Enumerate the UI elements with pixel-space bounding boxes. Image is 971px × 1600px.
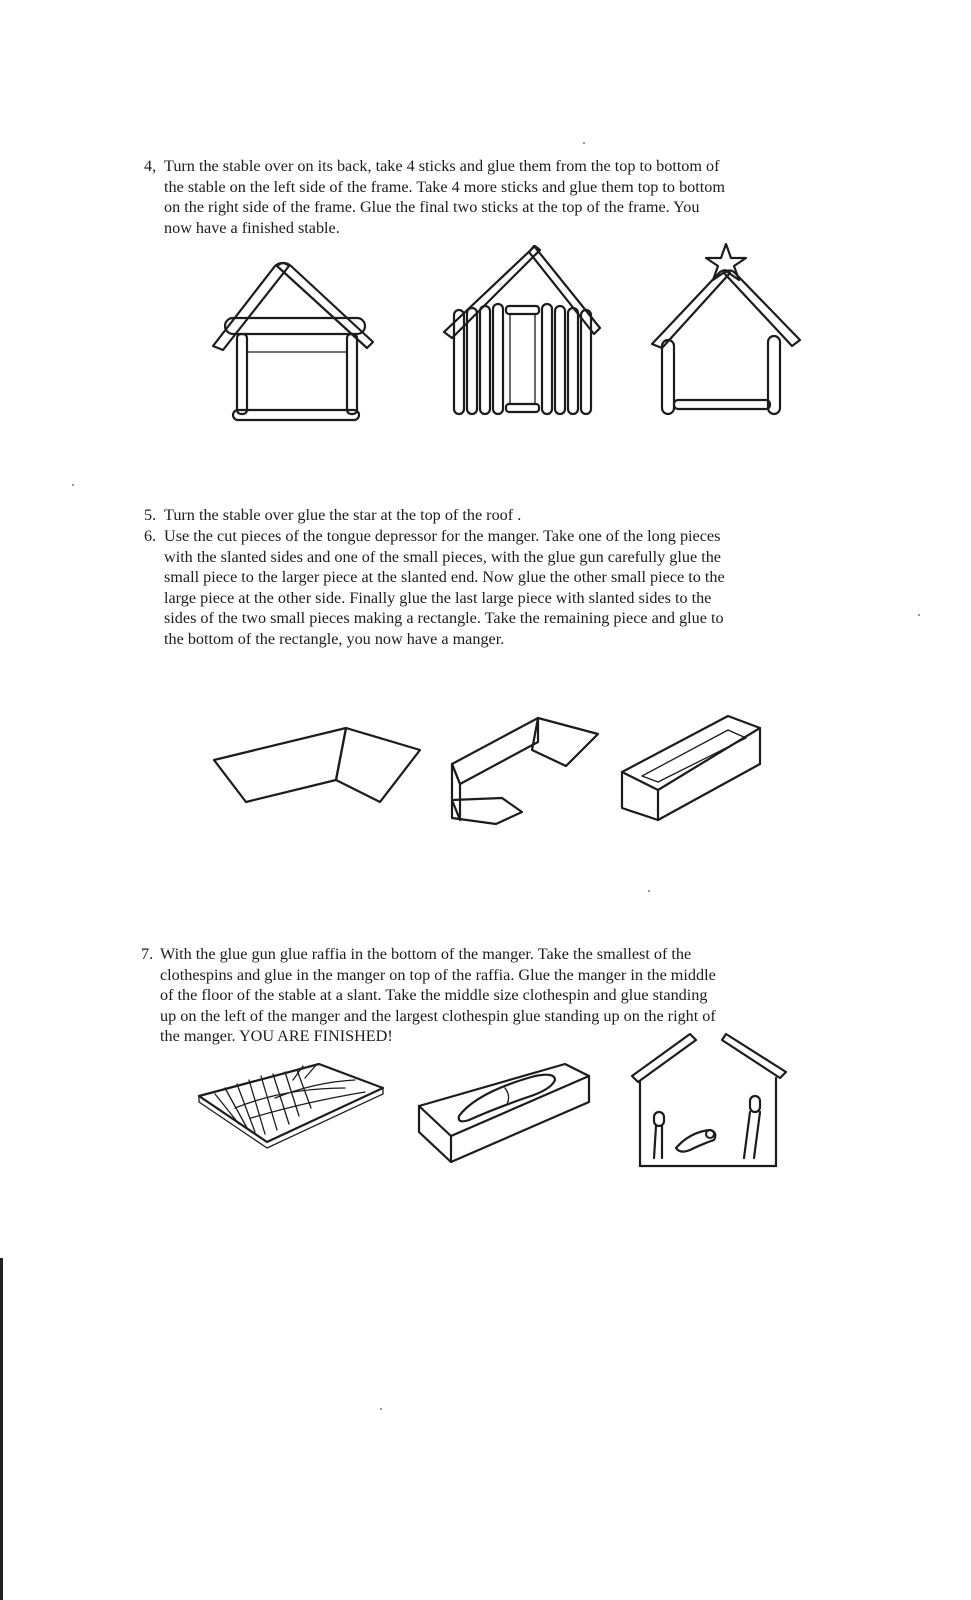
step-line: now have a finished stable. [164, 218, 340, 237]
scan-speck [583, 142, 585, 144]
step-line: the bottom of the rectangle, you now have a manger. [164, 629, 505, 648]
manger-complete-sketch [618, 712, 768, 824]
manger-with-baby-sketch [415, 1058, 595, 1162]
step-number: 6. [144, 527, 157, 545]
step-line: up on the left of the manger and the largest clothespin glue standing up on the right of [160, 1006, 716, 1025]
stable-frame-sketch [205, 258, 385, 428]
step-line: clothespins and glue in the manger on top of the raffia. Glue the manger in the middle [160, 965, 716, 984]
step-line: large piece at the other side. Finally glue the last large piece with slanted sides to the [164, 588, 712, 607]
step-6 [144, 526, 864, 650]
stable-with-side-sticks-sketch [440, 240, 605, 425]
step-line: With the glue gun glue raffia in the bottom of the manger. Take the smallest of the [160, 945, 692, 963]
step-number: 7. [141, 945, 154, 963]
finished-nativity-sketch [630, 1030, 790, 1170]
scan-speck [380, 1408, 382, 1410]
step-number: 5. [144, 506, 157, 524]
step-line: Turn the stable over on its back, take 4 sticks and glue them from the top to bottom of [164, 157, 720, 175]
step-line: Use the cut pieces of the tongue depressor for the manger. Take one of the long pieces [164, 527, 721, 545]
manger-step-b-sketch [448, 712, 608, 830]
scan-page-edge [0, 1258, 3, 1600]
step-line: with the slanted sides and one of the small pieces, with the glue gun carefully glue the [164, 547, 721, 566]
step-line: on the right side of the frame. Glue the final two sticks at the top of the frame. You [164, 198, 700, 217]
manger-with-raffia-sketch [195, 1058, 395, 1148]
step-line: the stable on the left side of the frame. Take 4 more sticks and glue them top to bottom [164, 177, 725, 196]
step-line: the manger. YOU ARE FINISHED! [160, 1027, 393, 1046]
step-line: small piece to the larger piece at the slanted end. Now glue the other small piece to the [164, 568, 725, 587]
stable-with-star-sketch [648, 240, 808, 425]
scan-speck [918, 614, 920, 616]
step-line: Turn the stable over glue the star at the top of the roof . [164, 506, 522, 524]
step-number: 4, [144, 157, 157, 175]
scan-speck [72, 484, 74, 486]
step-4 [144, 156, 864, 238]
scan-speck [648, 890, 650, 892]
step-line: sides of the two small pieces making a rectangle. Take the remaining piece and glue to [164, 609, 724, 628]
step-line: of the floor of the stable at a slant. Take the middle size clothespin and glue standing [160, 986, 708, 1005]
step-5 [144, 505, 864, 526]
manger-step-a-sketch [210, 722, 430, 818]
